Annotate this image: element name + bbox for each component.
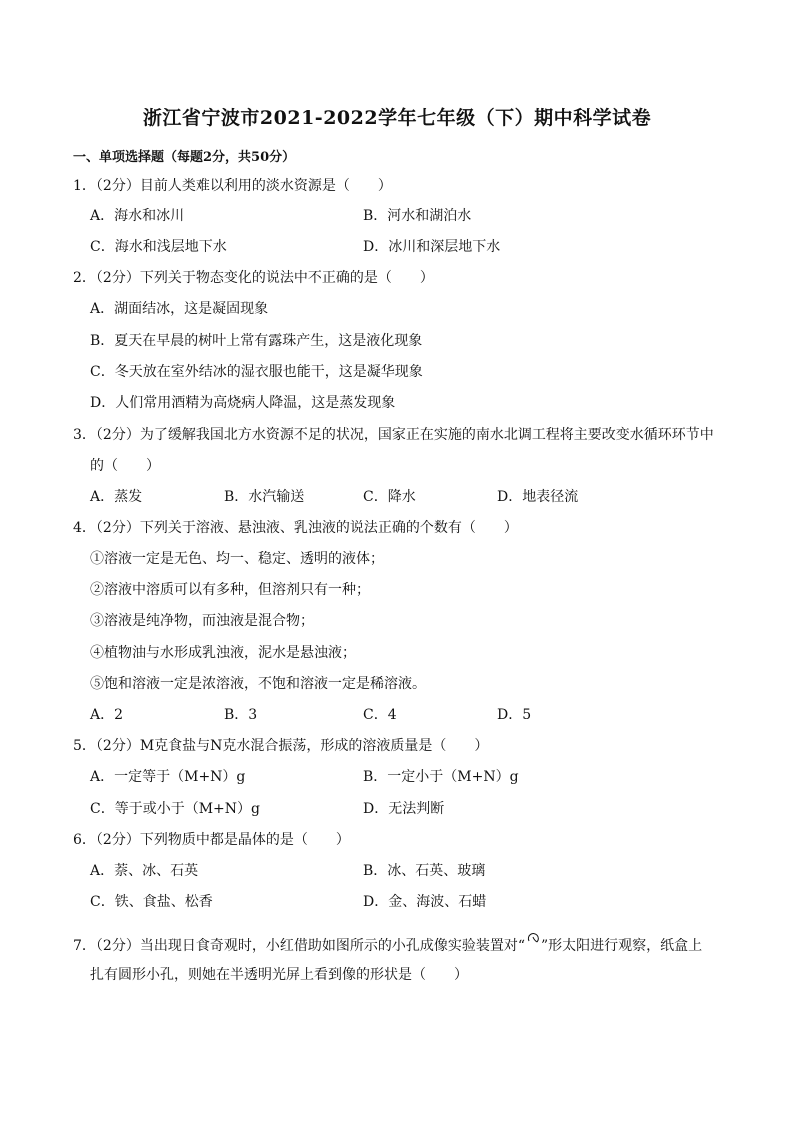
question-7-stem-part-2: ”形太阳进行观察，纸盒上 [540,938,703,954]
question-4-statement-4: ④植物油与水形成乳浊液，泥水是悬浊液； [90,645,356,661]
question-2-option-a: A．湖面结冰，这是凝固现象 [90,301,269,317]
partial-eclipse-sun-icon [526,932,540,946]
question-4-option-b: B．3 [224,707,258,723]
question-2-option-d: D．人们常用酒精为高烧病人降温，这是蒸发现象 [90,395,396,411]
question-7-stem-part-1: 7．（2分）当出现日食奇观时，小红借助如图所示的小孔成像实验装置对“ [73,938,525,954]
question-1-option-b: B．河水和湖泊水 [363,208,472,224]
question-2-option-b: B．夏天在早晨的树叶上常有露珠产生，这是液化现象 [90,333,423,349]
question-5-option-d: D．无法判断 [363,801,445,817]
question-3-stem: 3．（2分）为了缓解我国北方水资源不足的状况，国家正在实施的南水北调工程将主要改变水循环环节中 [73,427,714,443]
question-5-option-b: B．一定小于（M+N）g [363,769,519,785]
question-1-option-a: A．海水和冰川 [90,208,185,224]
question-6-option-c: C．铁、食盐、松香 [90,894,213,910]
question-5-option-a: A．一定等于（M+N）g [90,769,246,785]
question-1-option-d: D．冰川和深层地下水 [363,239,501,255]
question-4-option-c: C．4 [363,707,397,723]
question-3-option-a: A．蒸发 [90,489,143,505]
question-7-stem-continued: 扎有圆形小孔，则她在半透明光屏上看到像的形状是（ ） [90,967,468,983]
question-1-option-c: C．海水和浅层地下水 [90,239,227,255]
section-heading: 一、单项选择题（每题2分，共50分） [73,150,296,165]
question-4-option-a: A．2 [90,707,124,723]
question-7-stem [73,932,702,955]
question-6-stem: 6．（2分）下列物质中都是晶体的是（ ） [73,832,350,848]
question-5-stem: 5．（2分）M克食盐与N克水混合振荡，形成的溶液质量是（ ） [73,738,489,754]
question-4-statement-2: ②溶液中溶质可以有多种，但溶剂只有一种； [90,582,370,598]
question-6-option-b: B．冰、石英、玻璃 [363,863,486,879]
question-2-stem: 2．（2分）下列关于物态变化的说法中不正确的是（ ） [73,270,434,286]
question-6-option-d: D．金、海波、石蜡 [363,894,487,910]
question-4-statement-5: ⑤饱和溶液一定是浓溶液，不饱和溶液一定是稀溶液。 [90,676,426,692]
question-3-option-c: C．降水 [363,489,416,505]
question-4-statement-1: ①溶液一定是无色、均一、稳定、透明的液体； [90,551,384,567]
question-1-stem: 1．（2分）目前人类难以利用的淡水资源是（ ） [73,178,392,194]
question-4-stem: 4．（2分）下列关于溶液、悬浊液、乳浊液的说法正确的个数有（ ） [73,520,518,536]
question-4-statement-3: ③溶液是纯净物，而浊液是混合物； [90,613,314,629]
question-3-option-b: B．水汽输送 [224,489,305,505]
question-4-option-d: D．5 [497,707,532,723]
question-2-option-c: C．冬天放在室外结冰的湿衣服也能干，这是凝华现象 [90,364,423,380]
question-6-option-a: A．萘、冰、石英 [90,863,199,879]
exam-title: 浙江省宁波市2021-2022学年七年级（下）期中科学试卷 [142,107,652,129]
question-3-option-d: D．地表径流 [497,489,579,505]
question-3-stem-continued: 的（ ） [90,458,160,474]
question-5-option-c: C．等于或小于（M+N）g [90,801,260,817]
